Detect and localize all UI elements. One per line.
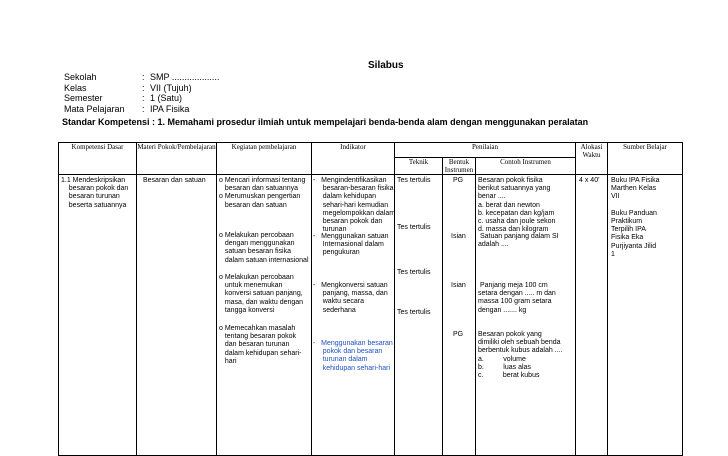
meta-label: Sekolah <box>64 72 97 82</box>
meta-label: Semester <box>64 93 103 103</box>
header-indikator: Indikator <box>312 143 395 175</box>
meta-row-mapel <box>64 104 219 115</box>
cell-materi <box>137 175 217 456</box>
cell-alokasi <box>576 175 608 456</box>
kegiatan-item: o Memecahkan masalah tentang besaran pokok dan besaran turunan dalam kehidupan sehari- hari <box>219 325 302 365</box>
meta-separator: : <box>142 72 145 82</box>
kegiatan-item: o Mencari informasi tentang besaran dan satuannya o Merumuskan pengertian besaran dan satuan <box>219 177 306 209</box>
cell-indikator <box>312 175 395 456</box>
meta-row-sekolah <box>64 72 219 83</box>
bentuk-item: PG <box>453 177 464 184</box>
header-alokasi: Alokasi Waktu <box>576 143 608 175</box>
header-materi: Materi Pokok/Pembelajaran <box>137 143 217 175</box>
meta-label: Kelas <box>64 82 87 93</box>
indikator-item: - Mengindentifikasikan besaran-besaran fisika dalam kehidupan sehari-hari kemudian megelompokkan dalam besaran pokok dan turunan <box>313 177 396 234</box>
cell-contoh <box>476 175 576 456</box>
kegiatan-item: o Melakukan percobaan untuk menemukan konversi satuan panjang, masa, dan waktu dengan tangga konversi <box>219 274 304 314</box>
meta-value: 1 (Satu) <box>150 93 183 103</box>
kd-text: 1.1 Mendeskripsikan besaran pokok dan besaran turunan beserta satuannya <box>61 177 129 209</box>
meta-separator: : <box>142 93 145 103</box>
meta-row-semester <box>64 93 219 104</box>
header-kompetensi-dasar: Kompetensi Dasar <box>59 143 137 175</box>
meta-separator: : <box>142 103 145 114</box>
cell-kompetensi-dasar <box>59 175 137 456</box>
cell-kegiatan <box>217 175 312 456</box>
indikator-item: - Menggunakan satuan Internasional dalam pengukuran <box>313 233 389 257</box>
contoh-item: Besaran pokok fisika berikut satuannya yang benar .... a. berat dan newton b. kecepatan dan kg/jam c. usaha dan joule sekon d. massa dan kilogram <box>478 177 556 234</box>
teknik-item: Tes tertulis <box>397 269 431 276</box>
bentuk-item: PG <box>453 331 464 338</box>
header-bentuk: Bentuk Instrumen <box>443 158 476 175</box>
meta-label: Mata Pelajaran <box>64 103 125 114</box>
cell-bentuk <box>443 175 476 456</box>
teknik-item: Tes tertulis <box>397 224 431 231</box>
meta-row-kelas <box>64 83 219 94</box>
indikator-item: - Menggunakan besaran pokok dan besaran turunan dalam kehidupan sehari-hari <box>313 340 393 372</box>
meta-value: VII (Tujuh) <box>150 82 192 93</box>
header-contoh: Contoh Instrumen <box>476 158 576 175</box>
sumber-text: Buku IPA Fisika Marthen Kelas VII Buku Panduan Praktikum Terpilih IPA Fisika Eka Purjiyanta Jilid 1 <box>611 177 660 258</box>
bentuk-item: Isian <box>451 282 466 289</box>
materi-text: Besaran dan satuan <box>143 177 206 184</box>
indikator-item: - Mengkonversi satuan panjang, massa, dan waktu secara sederhana <box>313 282 388 314</box>
contoh-item: Satuan panjang dalam SI adalah .... <box>478 233 559 249</box>
cell-teknik <box>395 175 443 456</box>
meta-separator: : <box>142 82 145 93</box>
cell-sumber <box>608 175 683 456</box>
contoh-item: Panjang meja 100 cm setara dengan ..... m dan massa 100 gram setara dengan ....... kg <box>478 282 556 314</box>
page-title: Silabus <box>368 60 404 71</box>
kegiatan-item: o Melakukan percobaan dengan menggunakan satuan besaran fisika dalam satuan internasional <box>219 232 309 264</box>
identity-block <box>64 72 219 114</box>
syllabus-table <box>58 142 683 456</box>
meta-value: SMP ................... <box>150 72 220 82</box>
header-teknik: Teknik <box>395 158 443 175</box>
teknik-item: Tes tertulis <box>397 177 431 184</box>
contoh-item: Besaran pokok yang dimiliki oleh sebuah benda berbentuk kubus adalah .... a. volume b. luas alas c. berat kubus <box>478 331 563 380</box>
header-sumber: Sumber Belajar <box>608 143 683 175</box>
bentuk-item: Isian <box>451 233 466 240</box>
alokasi-text: 4 x 40' <box>579 177 600 184</box>
meta-value: IPA Fisika <box>150 103 190 114</box>
header-kegiatan: Kegiatan pembelajaran <box>217 143 312 175</box>
header-penilaian: Penilaian <box>395 143 576 158</box>
standar-kompetensi: Standar Kompetensi : 1. Memahami prosedur ilmiah untuk mempelajari benda-benda alam dengan menggunakan peralatan <box>62 117 589 127</box>
teknik-item: Tes tertulis <box>397 309 431 316</box>
